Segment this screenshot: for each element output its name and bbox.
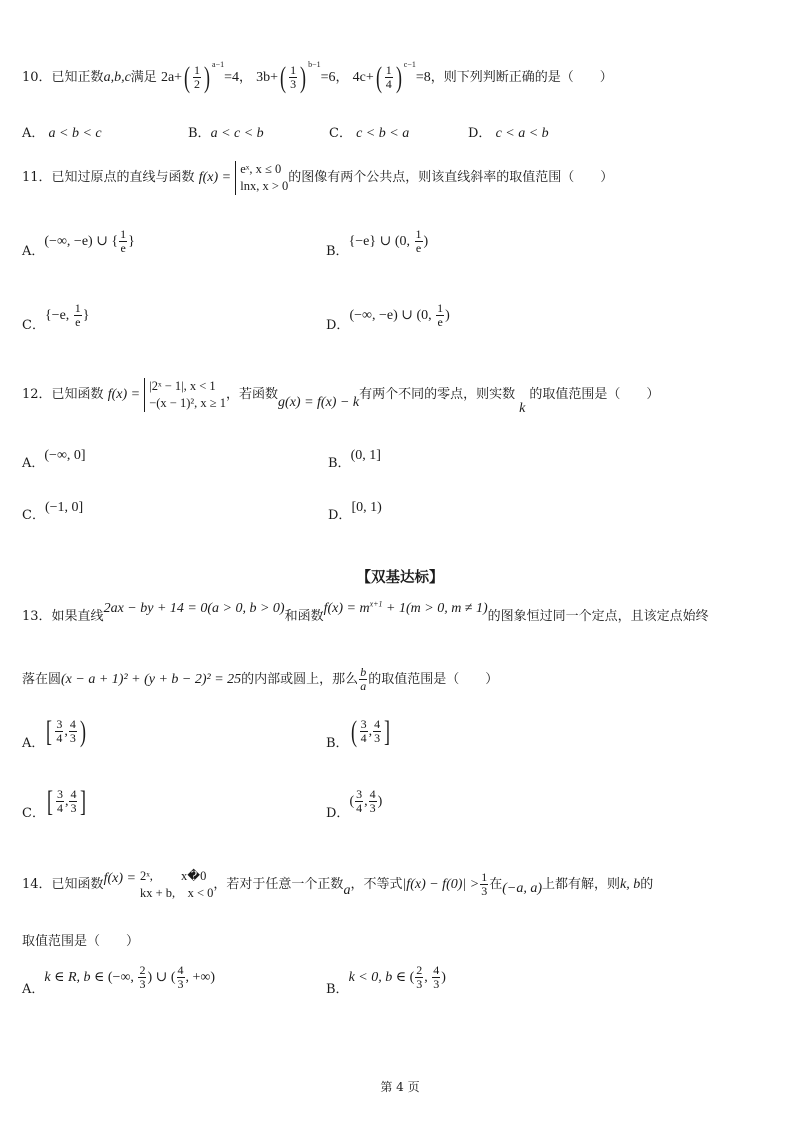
denominator: 3 xyxy=(374,731,381,745)
option-expr: (−∞, −e) ∪ { xyxy=(44,234,119,249)
q10-option-d[interactable] xyxy=(468,122,549,141)
numerator: 1 xyxy=(74,301,81,315)
denominator: e xyxy=(120,241,126,255)
q12-option-b[interactable] xyxy=(328,444,381,471)
var-a: a xyxy=(343,883,351,898)
exponent: c−1 xyxy=(403,60,416,69)
paren: ( xyxy=(280,60,287,94)
fraction xyxy=(385,64,393,91)
option-expr: c < a < b xyxy=(495,126,549,141)
interval: (−a, a) xyxy=(502,881,542,896)
exponent: b−1 xyxy=(308,60,321,69)
circle-equation: (x − a + 1)² + (y + b − 2)² = 25 xyxy=(61,672,242,687)
fraction xyxy=(69,788,77,815)
question-number: 12． xyxy=(22,387,52,402)
option-label: B． xyxy=(326,244,349,259)
bracket: [ xyxy=(46,714,53,748)
option-expr: } xyxy=(128,234,135,249)
question-14-line2: 取值范围是（ ） xyxy=(22,934,140,949)
var-k: k xyxy=(519,401,526,416)
fraction xyxy=(289,64,297,91)
equation-3 xyxy=(352,60,431,94)
stem-text: 的图像有两个公共点，则该直线斜率的取值范围（ ） xyxy=(288,170,614,185)
option-expr: (−∞, xyxy=(107,970,138,985)
option-expr: k ∈ R, b ∈ xyxy=(44,970,108,985)
eq-text: 3b+ xyxy=(256,70,279,85)
numerator: 4 xyxy=(177,963,184,977)
stem-text: 的图象恒过同一个定点，且该定点始终 xyxy=(487,609,709,624)
stem-text: 已知过原点的直线与函数 xyxy=(51,170,195,185)
denominator: 3 xyxy=(481,884,488,898)
question-13-line1 xyxy=(22,600,709,634)
function-g: g(x) = f(x) − k xyxy=(278,395,360,410)
denominator: e xyxy=(415,241,422,255)
option-expr: a < b < c xyxy=(48,126,102,141)
option-label: A． xyxy=(22,736,45,751)
denominator: 3 xyxy=(433,977,440,991)
denominator: 4 xyxy=(56,801,63,815)
section-title: 【双基达标】 xyxy=(356,569,444,586)
numerator: 4 xyxy=(69,717,76,731)
exponent: x+1 xyxy=(369,599,383,609)
q13-option-a[interactable]: A．[ $\frac{3}{4}$ , $\frac{4}{3}$ ) xyxy=(22,714,86,751)
option-label: A． xyxy=(22,982,45,997)
question-number: 13． xyxy=(22,609,52,624)
numerator: 1 xyxy=(385,63,392,78)
stem-text: 已知正数 xyxy=(51,70,104,85)
fraction xyxy=(69,718,77,745)
equation-1 xyxy=(160,60,240,94)
option-label: D． xyxy=(326,318,350,333)
option-label: B． xyxy=(326,982,349,997)
numerator: 4 xyxy=(433,963,440,977)
denominator: e xyxy=(437,315,443,329)
bracket: ] xyxy=(80,784,87,818)
paren: ) xyxy=(204,60,211,94)
fraction xyxy=(177,964,185,991)
numerator: 1 xyxy=(290,63,297,78)
stem-text: 有两个不同的零点，则实数 xyxy=(359,387,516,402)
bracket: [ xyxy=(46,784,53,818)
question-10-stem xyxy=(22,60,613,96)
case-line: −(x − 1)², x ≥ 1 xyxy=(149,395,227,410)
option-expr: k < 0, b ∈ xyxy=(348,970,410,985)
stem-text: 已知函数 xyxy=(51,387,104,402)
eq-text: =4 xyxy=(224,70,240,85)
q12-option-d[interactable] xyxy=(328,496,382,523)
denominator: 3 xyxy=(70,801,77,815)
denominator: 4 xyxy=(360,731,367,745)
option-label: A． xyxy=(22,126,45,141)
option-label: A． xyxy=(22,456,45,471)
piecewise-cases xyxy=(235,161,288,195)
case-line: kx + b, x < 0 xyxy=(139,885,214,900)
fraction xyxy=(74,302,82,329)
fraction xyxy=(415,964,423,991)
line-equation: 2ax − by + 14 = 0(a > 0, b > 0) xyxy=(103,601,285,616)
separator: ， xyxy=(239,70,253,85)
fraction xyxy=(360,718,368,745)
denominator: 3 xyxy=(69,731,76,745)
eq-text: 4c+ xyxy=(352,70,374,85)
stem-text: 在 xyxy=(489,877,503,892)
stem-text: 上都有解，则 xyxy=(541,877,620,892)
stem-text: ，若函数 xyxy=(226,387,279,402)
q13-option-c[interactable]: C．[ $\frac{3}{4}$ , $\frac{4}{3}$ ] xyxy=(22,784,87,821)
paren: ( xyxy=(184,60,191,94)
paren: ( xyxy=(375,60,382,94)
option-expr: (−∞, 0] xyxy=(44,448,86,463)
fraction xyxy=(193,64,201,91)
numerator: 1 xyxy=(437,301,444,315)
option-label: D． xyxy=(326,806,350,821)
fn-text: f(x) = m xyxy=(323,601,370,616)
function-expr xyxy=(324,601,488,616)
fraction xyxy=(432,964,440,991)
denominator: 3 xyxy=(416,977,423,991)
eq-text: =8 xyxy=(415,70,431,85)
denominator: 4 xyxy=(385,77,392,92)
numerator: 3 xyxy=(360,717,367,731)
question-13-line2 xyxy=(22,660,498,700)
q10-option-c[interactable] xyxy=(329,122,409,141)
option-expr: ) xyxy=(445,308,450,323)
q14-option-a[interactable] xyxy=(22,956,216,1000)
option-label: B． xyxy=(188,126,211,141)
case-line: eˣ, x ≤ 0 xyxy=(240,161,282,176)
option-expr: c < b < a xyxy=(356,126,410,141)
option-expr: ) ∪ ( xyxy=(147,970,176,985)
eq-text: 2a+ xyxy=(160,70,183,85)
option-expr: (−1, 0] xyxy=(44,500,84,515)
option-expr: ) xyxy=(441,970,446,985)
fraction xyxy=(55,718,63,745)
option-expr: a < c < b xyxy=(210,126,264,141)
bracket: ) xyxy=(79,714,86,748)
stem-text: 和函数 xyxy=(284,609,324,624)
numerator: 4 xyxy=(70,787,77,801)
option-expr: (0, 1] xyxy=(350,448,381,463)
vars-kb: k, b xyxy=(620,877,641,892)
stem-text: 的内部或圆上，那么 xyxy=(241,672,359,687)
piecewise-cases xyxy=(136,868,213,902)
option-expr: } xyxy=(82,308,90,323)
bracket: ( xyxy=(350,714,357,748)
fraction xyxy=(415,228,423,255)
fraction xyxy=(480,871,488,898)
case-line: lnx, x > 0 xyxy=(240,178,289,193)
option-label: D． xyxy=(328,508,352,523)
option-label: C． xyxy=(329,126,352,141)
numerator: 3 xyxy=(56,717,63,731)
numerator: 2 xyxy=(139,963,146,977)
fraction xyxy=(436,302,444,329)
question-number: 10． xyxy=(22,70,52,85)
case-line: |2ˣ − 1|, x < 1 xyxy=(149,378,216,393)
fraction xyxy=(119,228,127,255)
q14-option-b[interactable] xyxy=(326,956,446,1000)
q10-option-b[interactable] xyxy=(188,122,264,141)
numerator: 1 xyxy=(120,227,127,241)
piecewise-cases xyxy=(144,378,226,412)
denominator: 3 xyxy=(139,977,146,991)
option-expr: (−∞, −e) ∪ (0, xyxy=(349,308,436,323)
numerator: 1 xyxy=(194,63,201,78)
stem-text: ，若对于任意一个正数 xyxy=(213,877,344,892)
option-expr: [0, 1) xyxy=(351,500,382,515)
option-label: A． xyxy=(22,244,45,259)
numerator: 1 xyxy=(481,870,488,884)
q11-option-d[interactable] xyxy=(326,296,450,336)
option-expr: ( xyxy=(409,970,415,985)
bracket: ] xyxy=(384,714,391,748)
numerator: 3 xyxy=(356,787,363,801)
option-label: B． xyxy=(326,736,349,751)
math-vars: a,b,c xyxy=(103,70,131,85)
stem-text: ，则下列判断正确的是（ ） xyxy=(430,70,613,85)
q12-option-a[interactable] xyxy=(22,444,86,471)
stem-text: 落在圆 xyxy=(22,672,62,687)
fraction xyxy=(369,788,377,815)
numerator: 2 xyxy=(416,963,423,977)
numerator: 1 xyxy=(415,227,422,241)
stem-text: 满足 xyxy=(130,70,157,85)
bracket: ( xyxy=(349,794,355,809)
fraction xyxy=(56,788,64,815)
q11-option-a[interactable] xyxy=(22,222,135,262)
q11-option-c[interactable] xyxy=(22,296,90,336)
stem-text: 如果直线 xyxy=(51,609,104,624)
option-label: C． xyxy=(22,318,45,333)
option-label: B． xyxy=(328,456,351,471)
numerator: 4 xyxy=(369,787,376,801)
option-expr: , +∞) xyxy=(185,970,216,985)
fraction xyxy=(373,718,381,745)
numerator: 4 xyxy=(374,717,381,731)
fraction xyxy=(138,964,146,991)
denominator: 4 xyxy=(356,801,363,815)
fn-text: + 1(m > 0, m ≠ 1) xyxy=(382,601,488,616)
separator: ， xyxy=(335,70,349,85)
inequality: |f(x) − f(0)| > xyxy=(402,877,480,892)
fraction-b-over-a xyxy=(359,666,367,693)
question-14-line1 xyxy=(22,862,653,908)
question-number: 14． xyxy=(22,877,52,892)
numerator: 3 xyxy=(56,787,63,801)
denominator: 3 xyxy=(290,77,297,92)
denominator: e xyxy=(75,315,81,329)
question-12-stem xyxy=(22,372,659,418)
denominator: a xyxy=(360,679,367,693)
q10-option-a[interactable] xyxy=(22,122,102,141)
q12-option-c[interactable] xyxy=(22,496,84,523)
equation-2 xyxy=(256,60,336,94)
option-expr: ) xyxy=(423,234,429,249)
bracket: ) xyxy=(377,794,383,809)
q13-option-b[interactable]: B．( $\frac{3}{4}$ , $\frac{4}{3}$ ] xyxy=(326,714,391,751)
function-name: f(x) = xyxy=(107,387,141,402)
case-line: 2ˣ, x�0 xyxy=(139,868,207,883)
option-expr: {−e, xyxy=(44,308,73,323)
option-expr: {−e} ∪ (0, xyxy=(348,234,414,249)
question-number: 11． xyxy=(22,170,52,185)
stem-text: 的 xyxy=(640,877,654,892)
denominator: 4 xyxy=(56,731,63,745)
exponent: a−1 xyxy=(212,60,225,69)
option-label: C． xyxy=(22,508,45,523)
eq-text: =6 xyxy=(320,70,336,85)
stem-text: 的取值范围是（ ） xyxy=(529,387,660,402)
option-label: C． xyxy=(22,806,45,821)
numerator: b xyxy=(360,665,367,679)
q11-option-b[interactable] xyxy=(326,222,429,262)
q13-option-d[interactable]: D．( $\frac{3}{4}$ , $\frac{4}{3}$ ) xyxy=(326,787,383,821)
option-label: D． xyxy=(468,126,492,141)
stem-text: 已知函数 xyxy=(51,877,104,892)
stem-text: ，不等式 xyxy=(350,877,403,892)
denominator: 3 xyxy=(369,801,376,815)
option-expr: , xyxy=(424,970,432,985)
stem-text: 的取值范围是（ ） xyxy=(368,672,499,687)
function-name: f(x) = xyxy=(198,170,232,185)
denominator: 2 xyxy=(194,77,201,92)
question-11-stem xyxy=(22,158,613,198)
page-number: 第 4 页 xyxy=(380,1080,420,1094)
fraction xyxy=(355,788,363,815)
denominator: 3 xyxy=(177,977,184,991)
function-name: f(x) = xyxy=(103,871,136,886)
paren: ) xyxy=(395,60,402,94)
paren: ) xyxy=(300,60,307,94)
